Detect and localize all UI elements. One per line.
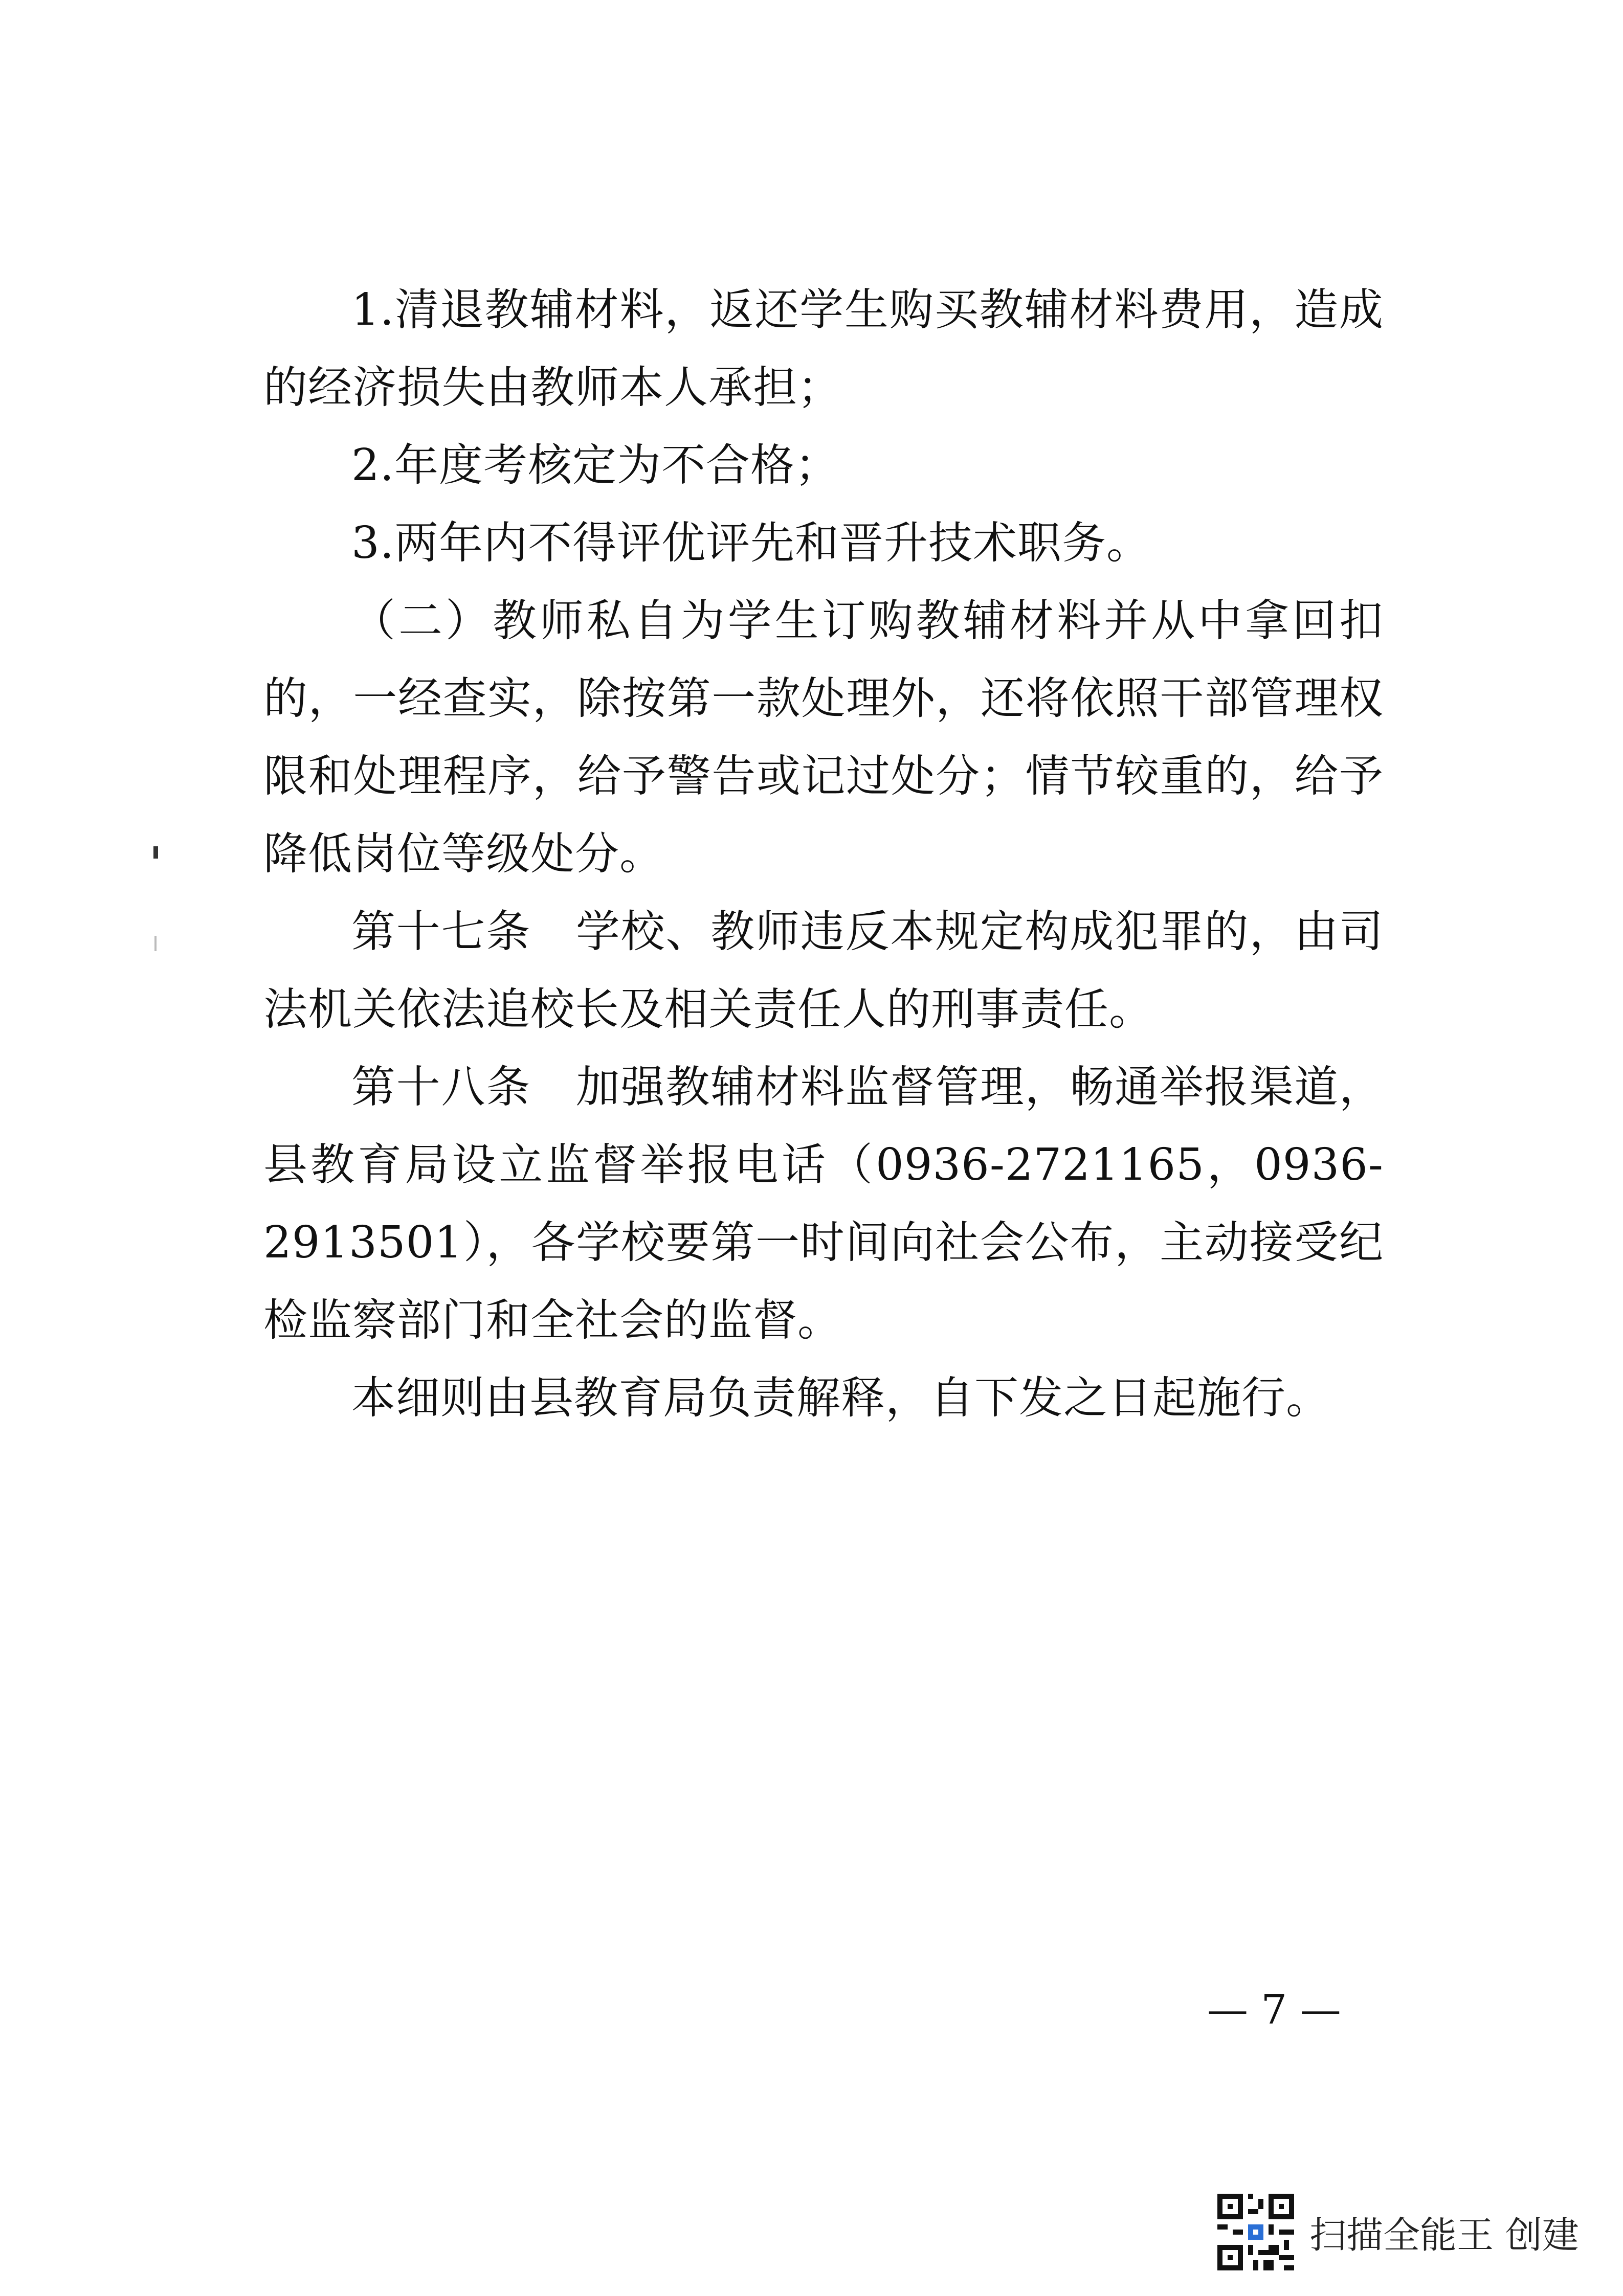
scan-artifact <box>154 936 157 951</box>
paragraph-item-3: 3.两年内不得评优评先和晋升技术职务。 <box>351 517 1151 569</box>
scan-artifact <box>153 846 158 859</box>
qr-code-icon <box>1217 2194 1294 2270</box>
paragraph-article-18: 第十八条 加强教辅材料监督管理，畅通举报渠道，县教育局设立监督举报电话（0936-2721165，0936-2913501），各学校要第一时间向社会公布，主动接受纪检监察部门和全社会的监督。 <box>263 1062 1384 1346</box>
page-number: — 7 — <box>1207 1986 1341 2033</box>
document-body <box>263 271 1384 1437</box>
paragraph-closing: 本细则由县教育局负责解释，自下发之日起施行。 <box>351 1372 1330 1424</box>
paragraph-item-2: 2.年度考核定为不合格； <box>351 440 840 491</box>
paragraph-clause-2: （二）教师私自为学生订购教辅材料并从中拿回扣的，一经查实，除按第一款处理外，还将依照干部管理权限和处理程序，给予警告或记过处分；情节较重的，给予降低岗位等级处分。 <box>263 595 1384 880</box>
paragraph-item-1: 1.清退教辅材料，返还学生购买教辅材料费用，造成的经济损失由教师本人承担； <box>263 284 1384 413</box>
paragraph-article-17: 第十七条 学校、教师违反本规定构成犯罪的，由司法机关依法追校长及相关责任人的刑事责任。 <box>263 906 1384 1035</box>
watermark-text: 扫描全能王 创建 <box>1309 2214 1579 2257</box>
scanner-watermark <box>1217 2194 1579 2270</box>
